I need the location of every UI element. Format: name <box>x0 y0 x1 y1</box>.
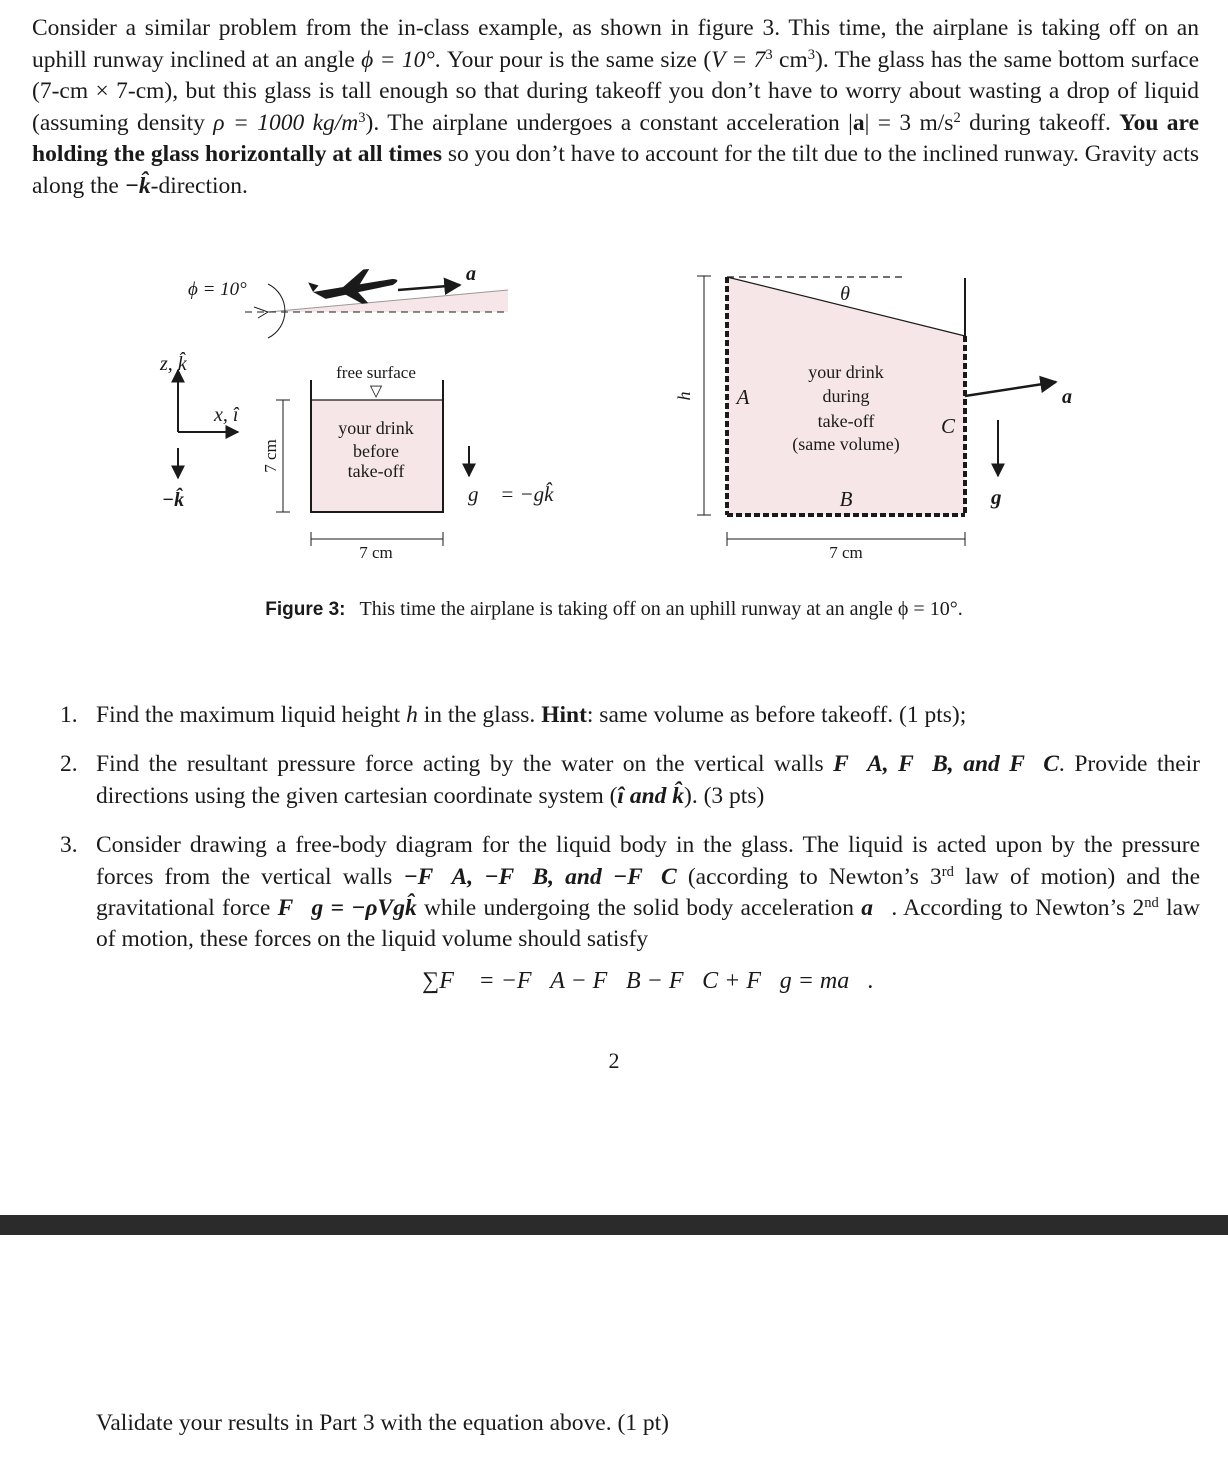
drink-before-line1: your drink <box>338 418 414 438</box>
theta-label: θ <box>840 283 850 305</box>
dim-7cm-vertical: 7 cm <box>261 439 280 473</box>
question-3: 3. Consider drawing a free-body diagram for the liquid body in the glass. The liquid is acted upon by the pressure forces from the vertical walls −F⃗A, −F⃗B, and −F⃗C (according to Newton’s 3rd law of motion) and the gravitational force F⃗g = −ρVgk̂ while undergoing the solid body acceleration a⃗. According to Newton’s 2nd law of motion, these forces on the liquid volume should satisfy ∑F⃗ = −F⃗A − F⃗B − F⃗C + F⃗g = ma⃗. <box>60 830 1200 997</box>
figure-caption <box>0 598 1228 621</box>
acceleration-arrow-plane <box>398 285 460 290</box>
page-separator-bar <box>0 1215 1228 1235</box>
free-surface-symbol: ▽ <box>369 383 383 400</box>
glass-before-takeoff <box>261 363 443 562</box>
question-list <box>60 700 1200 1015</box>
coordinate-axes <box>159 351 240 511</box>
intro-paragraph: Consider a similar problem from the in-class example, as shown in figure 3. This time, the airplane is taking off on an uphill runway inclined at an angle ϕ = 10°. Your pour is the same size ($V = 7^3$ $cm^3$). The glass has the same bottom surface (7-cm × 7-cm), but this glass is tall enough so that during takeoff you don’t have to worry about wasting a drop of liquid (assuming density ρ = 1000 $kg/m^3$). The airplane undergoes a constant acceleration |a| = 3 $m/s^2$ during takeoff. You are holding the glass horizontally at all times so you don’t have to account for the tilt due to the inclined runway. Gravity acts along the −k̂-direction. <box>32 15 1200 199</box>
acceleration-label-plane: a⃗ <box>466 263 492 285</box>
acceleration-label-glass: a⃗ <box>1062 386 1088 408</box>
gravity-label-glass: g⃗ <box>991 485 1018 509</box>
acceleration-arrow-glass <box>965 382 1056 396</box>
question-1: 1. Find the maximum liquid height h in the glass. Hint: same volume as before takeoff. (1 pts); <box>60 702 967 728</box>
airplane-runway-sketch <box>188 263 508 338</box>
figure-3-diagram <box>0 250 1228 590</box>
gravity-equation: g⃗ = −gk̂ <box>468 482 554 506</box>
bold-instruction: You are holding the glass horizontally at all times <box>32 109 1199 168</box>
gravity-indicator <box>468 446 554 506</box>
drink-during-line3: take-off <box>817 411 875 431</box>
x-axis-label: x, î <box>214 404 239 426</box>
dim-7cm-right: 7 cm <box>829 543 863 562</box>
phi-label: ϕ = 10° <box>188 279 247 300</box>
phi-equation: ϕ = 10° <box>361 46 435 73</box>
wall-C-label: C <box>940 414 956 438</box>
caption-label: Figure 3: <box>265 599 346 620</box>
validate-instruction: Validate your results in Part 3 with the equation above. (1 pt) <box>96 1410 670 1436</box>
page-number: 2 <box>608 1048 620 1073</box>
free-surface-label: free surface <box>336 363 416 382</box>
wall-A-label: A <box>736 385 750 409</box>
drink-during-line1: your drink <box>808 362 884 382</box>
newton-equation: ∑F⃗ = −F⃗A − F⃗B − F⃗C + F⃗g = ma⃗. <box>422 967 874 994</box>
minus-k-label: −k̂ <box>162 489 185 511</box>
drink-during-line4: (same volume) <box>792 434 900 454</box>
drink-during-line2: during <box>822 386 870 406</box>
z-axis-label: z, k̂ <box>160 353 187 375</box>
question-2: 2. Find the resultant pressure force acting by the water on the vertical walls F⃗A, F⃗B, and F⃗C. Provide their directions using the given cartesian coordinate system (î and k̂). (3 pts) <box>60 751 1201 809</box>
wall-B-label: B <box>839 487 853 511</box>
drink-before-line3: take-off <box>347 461 405 481</box>
caption-text: This time the airplane is taking off on an uphill runway at an angle ϕ = 10°. <box>359 598 963 620</box>
h-label: h <box>674 391 694 401</box>
drink-before-line2: before <box>353 441 399 461</box>
glass-during-takeoff <box>674 276 1088 562</box>
dim-7cm-left: 7 cm <box>359 543 393 562</box>
